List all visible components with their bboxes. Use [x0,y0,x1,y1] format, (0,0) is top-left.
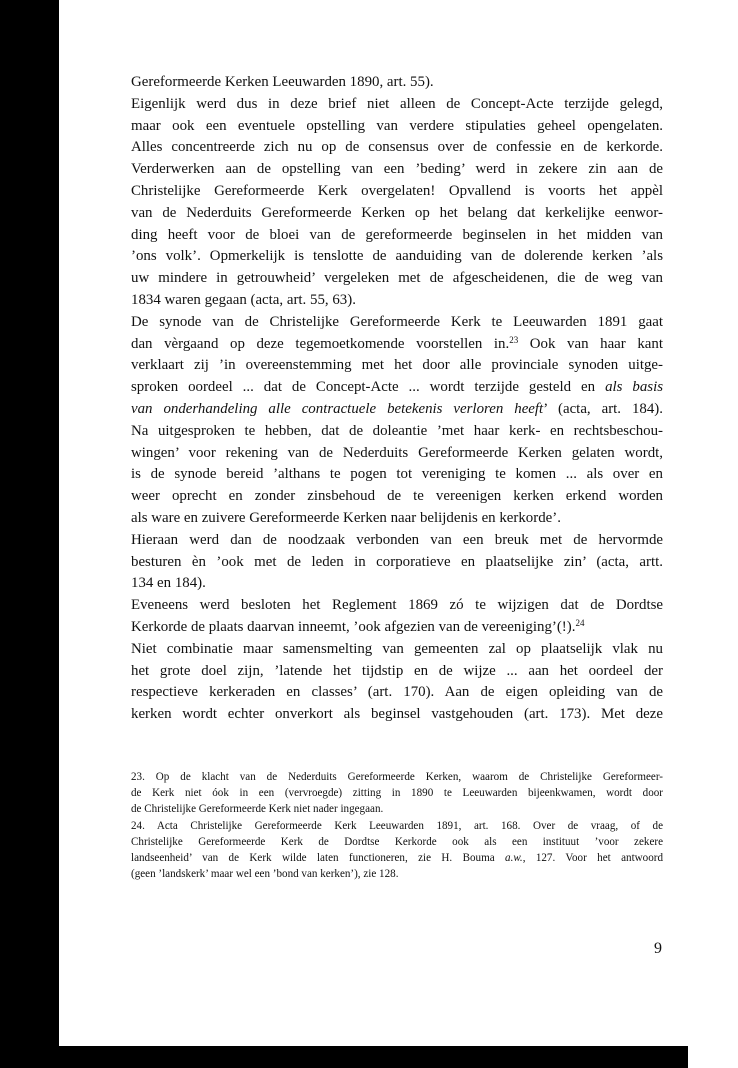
text-line: 1834 waren gegaan (acta, art. 55, 63). [131,291,356,308]
text-line: dan vèrgaand op deze tegemoetkomende voorstellen in.$^{23}$ Ook van haar kant [131,334,663,352]
text-line: is de synode bereid ’althans te pogen tot vereniging te komen ... als over en [131,466,663,483]
footnote-line: de Christelijke Gereformeerde Kerk niet nader ingegaan. [131,803,384,816]
text-line: uw mindere in getrouwheid’ vergeleken met de afgescheidenen, die de weg van [131,270,663,287]
text-line: als ware en zuivere Gereformeerde Kerken naar belijdenis en kerkorde’. [131,509,561,526]
text-line: sproken oordeel ... dat de Concept-Acte ... wordt terzijde gesteld en als basis [131,379,663,396]
text-line: ’ons volk’. Opmerkelijk is tenslotte de aanduiding van de dolerende kerken ’als [131,248,663,265]
text-line: Eveneens werd besloten het Reglement 1869 zó te wijzigen dat de Dordtse [131,597,663,614]
text-line: het grote doel zijn, ’latende het tijdstip en de wijze ... aan het oordeel der [131,662,663,679]
text-line: 134 en 184). [131,575,206,592]
footnote-line: 23. Op de klacht van de Nederduits Gereformeerde Kerken, waarom de Christelijke Gereformeer- [131,771,663,783]
scan-bottom-right-margin [688,1046,738,1068]
text-line: Christelijke Gereformeerde Kerk overgelaten! Opvallend is voorts het appèl [131,182,663,199]
scan-left-border [0,0,59,1068]
text-line: Verderwerken aan de opstelling van een ’beding’ werd in zekere zin aan de [131,161,663,178]
text-line: De synode van de Christelijke Gereformeerde Kerk te Leeuwarden 1891 gaat [131,313,663,330]
footnote-line: landseenheid’ van de Kerk wilde laten functioneren, zie H. Bouma a.w., 127. Voor het antwoord [131,852,664,865]
text-line: van de Nederduits Gereformeerde Kerken op het belang dat kerkelijke eenwor- [131,204,663,221]
text-line: Kerkorde de plaats daarvan inneemt, ’ook afgezien van de vereeniging’(!).$^{24}$ [131,617,585,635]
footnote-line: Christelijke Gereformeerde Kerk de Dordtse Kerkorde ook als een instituut ’voor zekere [131,835,663,848]
text-line: maar ook een eventuele opstelling van verdere stipulaties geheel opengelaten. [131,117,663,134]
italic-abbrev: a.w. [505,852,523,865]
text-line: besturen èn ’ook met de leden in corporatieve en plaatselijke zin’ (acta, artt. [131,553,663,570]
body-text [131,72,663,726]
text-line: Hieraan werd dan de noodzaak verbonden van een breuk met de hervormde [131,531,663,548]
page-number: 9 [654,940,662,957]
text-line: Na uitgesproken te hebben, dat de doleantie ’met haar kerk- en rechtsbeschou- [131,422,663,439]
footnote-line: (geen ’landskerk’ maar wel een ’bond van kerken’), zie 128. [131,868,399,881]
text-line: van onderhandeling alle contractuele betekenis verloren heeft’ (acta, art. 184). [131,400,663,417]
scan-bottom-border [59,1046,688,1068]
text-line: respectieve kerkeraden en classes’ (art. 170). Aan de eigen opleiding van de [131,684,663,701]
text-line: verklaart zij ’in overeenstemming met het door alle provinciale synoden uitge- [131,357,663,374]
footnote-line: 24. Acta Christelijke Gereformeerde Kerk Leeuwarden 1891, art. 168. Over de vraag, of de [131,819,663,832]
text-line: weer oprecht en zonder zinsbehoud de te vereenigen kerken erkend worden [131,488,663,505]
text-line: Eigenlijk werd dus in deze brief niet alleen de Concept-Acte terzijde gelegd, [131,95,663,112]
footnote-line: de Kerk niet óok in een (vervroegde) zitting in 1890 te Leeuwarden bijeenkwamen, wordt door [131,787,663,800]
footnote-ref-23[interactable]: 23 [509,334,519,345]
text-line: Gereformeerde Kerken Leeuwarden 1890, art. 55). [131,74,434,90]
italic-quote: van onderhandeling alle contractuele betekenis verloren heeft [131,400,544,417]
text-line: wingen’ voor rekening van de Nederduits Gereformeerde Kerken gelaten wordt, [131,444,663,461]
text-line: Niet combinatie maar samensmelting van gemeenten zal op plaatselijk vlak nu [131,640,663,657]
footnote-ref-24[interactable]: 24 [575,617,585,628]
text-line: kerken wordt echter onverkort als beginsel vastgehouden (art. 173). Met deze [131,706,663,723]
footnotes [131,769,663,882]
text-line: ding heeft voor de bloei van de gereformeerde beginselen in het midden van [131,226,663,243]
italic-quote: als basis [605,379,663,396]
text-line: Alles concentreerde zich nu op de consensus over de confessie en de kerkorde. [131,139,663,156]
